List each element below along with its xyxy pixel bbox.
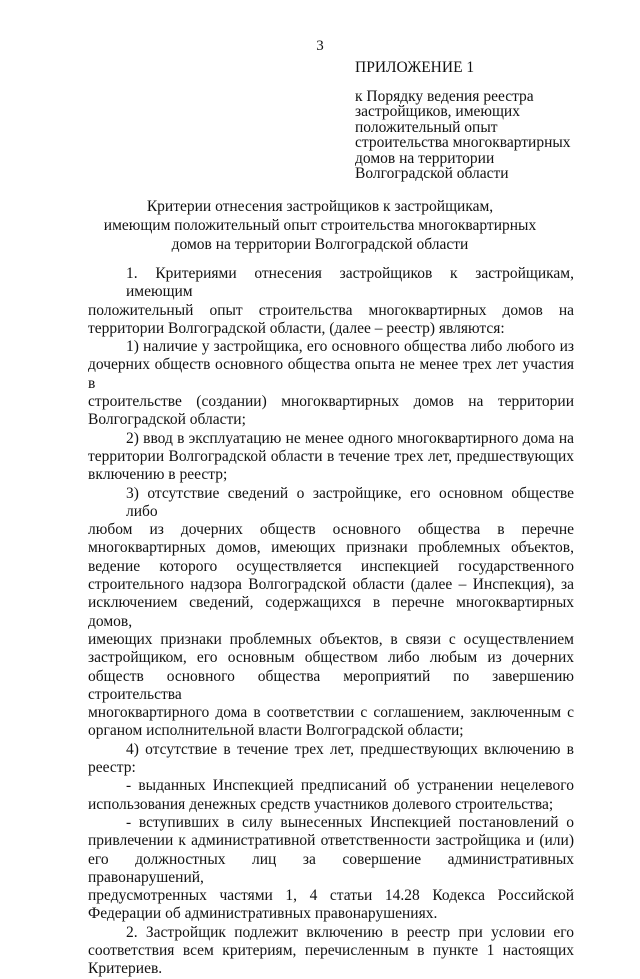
criterion-2-line: территории Волгоградской области в течение трех лет, предшествующих [88, 447, 574, 465]
clause-2-line: Критериев. [88, 960, 163, 978]
appendix-line: застройщиков, имеющих [355, 103, 520, 120]
criterion-4-subitem-line: использования денежных средств участников долевого строительства; [88, 795, 554, 813]
criterion-1-line: дочерних обществ основного общества опыта не менее трех лет участия в [88, 356, 574, 392]
criterion-1-line: 1) наличие у застройщика, его основного общества либо любого из [126, 338, 574, 356]
appendix-line: положительный опыт [355, 118, 498, 136]
clause-1-line: территории Волгоградской области, (далее – реестр) являются: [88, 319, 505, 337]
document-body [88, 265, 574, 979]
appendix-line: к Порядку ведения реестра [355, 87, 534, 105]
appendix-title: ПРИЛОЖЕНИЕ 1 [355, 59, 475, 76]
criterion-4-subitem-line: - выданных Инспекцией предписаний об устранении нецелевого [126, 777, 574, 795]
criterion-4-subitem-line: его должностных лиц за совершение административных правонарушений, [88, 850, 574, 886]
criterion-3-line: органом исполнительной власти Волгоградской области; [88, 722, 464, 740]
criterion-4-line: 4) отсутствие в течение трех лет, предшествующих включению в [126, 740, 574, 758]
criterion-2-line: 2) ввод в эксплуатацию не менее одного многоквартирного дома на [126, 429, 574, 447]
appendix-line: строительства многоквартирных [355, 134, 571, 151]
criterion-4-subitem-line: - вступивших в силу вынесенных Инспекцией постановлений о [126, 813, 574, 831]
document-title-line: имеющим положительный опыт строительства многоквартирных [103, 217, 537, 234]
criterion-1-line: строительстве (создании) многоквартирных домов на территории [88, 393, 574, 411]
criterion-3-line: обществ основного общества мероприятий по завершению строительства [88, 667, 574, 703]
criterion-3-line: любом из дочерних обществ основного общества в перечне [88, 521, 574, 539]
criterion-4-subitem-line: предусмотренных частями 1, 4 статьи 14.28 Кодекса Российской [88, 887, 574, 905]
criterion-3-line: исключением сведений, содержащихся в перечне многоквартирных домов, [88, 594, 574, 630]
criterion-1-line: Волгоградской области; [88, 411, 246, 429]
appendix-line: Волгоградской области [355, 165, 509, 182]
criterion-3-line: застройщиком, его основным обществом либо любым из дочерних [88, 649, 574, 667]
appendix-block [355, 60, 580, 182]
criterion-2-line: включению в реестр; [88, 466, 228, 484]
criterion-3-line: строительного надзора Волгоградской области (далее – Инспекция), за [88, 576, 574, 594]
clause-2-line: соответствия всем критериям, перечисленным в пункте 1 настоящих [88, 941, 574, 959]
clause-1-line: 1. Критериями отнесения застройщиков к застройщикам, имеющим [126, 265, 574, 301]
document-title-line: Критерии отнесения застройщиков к застройщикам, [146, 198, 494, 215]
page-number: 3 [316, 38, 324, 54]
clause-1-line: положительный опыт строительства многоквартирных домов на [88, 301, 574, 319]
criterion-3-line: многоквартирных домов, имеющих признаки проблемных объектов, [88, 539, 574, 557]
document-title [70, 197, 570, 254]
criterion-4-line: реестр: [88, 759, 136, 777]
criterion-3-line: имеющих признаки проблемных объектов, в связи с осуществлением [88, 630, 574, 648]
criterion-4-subitem-line: привлечении к административной ответственности застройщика и (или) [88, 832, 574, 850]
criterion-3-line: 3) отсутствие сведений о застройщике, его основном обществе либо [126, 484, 574, 520]
appendix-line: домов на территории [355, 149, 495, 167]
criterion-4-subitem-line: Федерации об административных правонарушениях. [88, 905, 438, 923]
criterion-3-line: ведение которого осуществляется инспекцией государственного [88, 557, 574, 575]
criterion-3-line: многоквартирного дома в соответствии с соглашением, заключенным с [88, 704, 574, 722]
document-title-line: домов на территории Волгоградской области [171, 236, 469, 253]
clause-2-line: 2. Застройщик подлежит включению в реестр при условии его [126, 923, 574, 941]
